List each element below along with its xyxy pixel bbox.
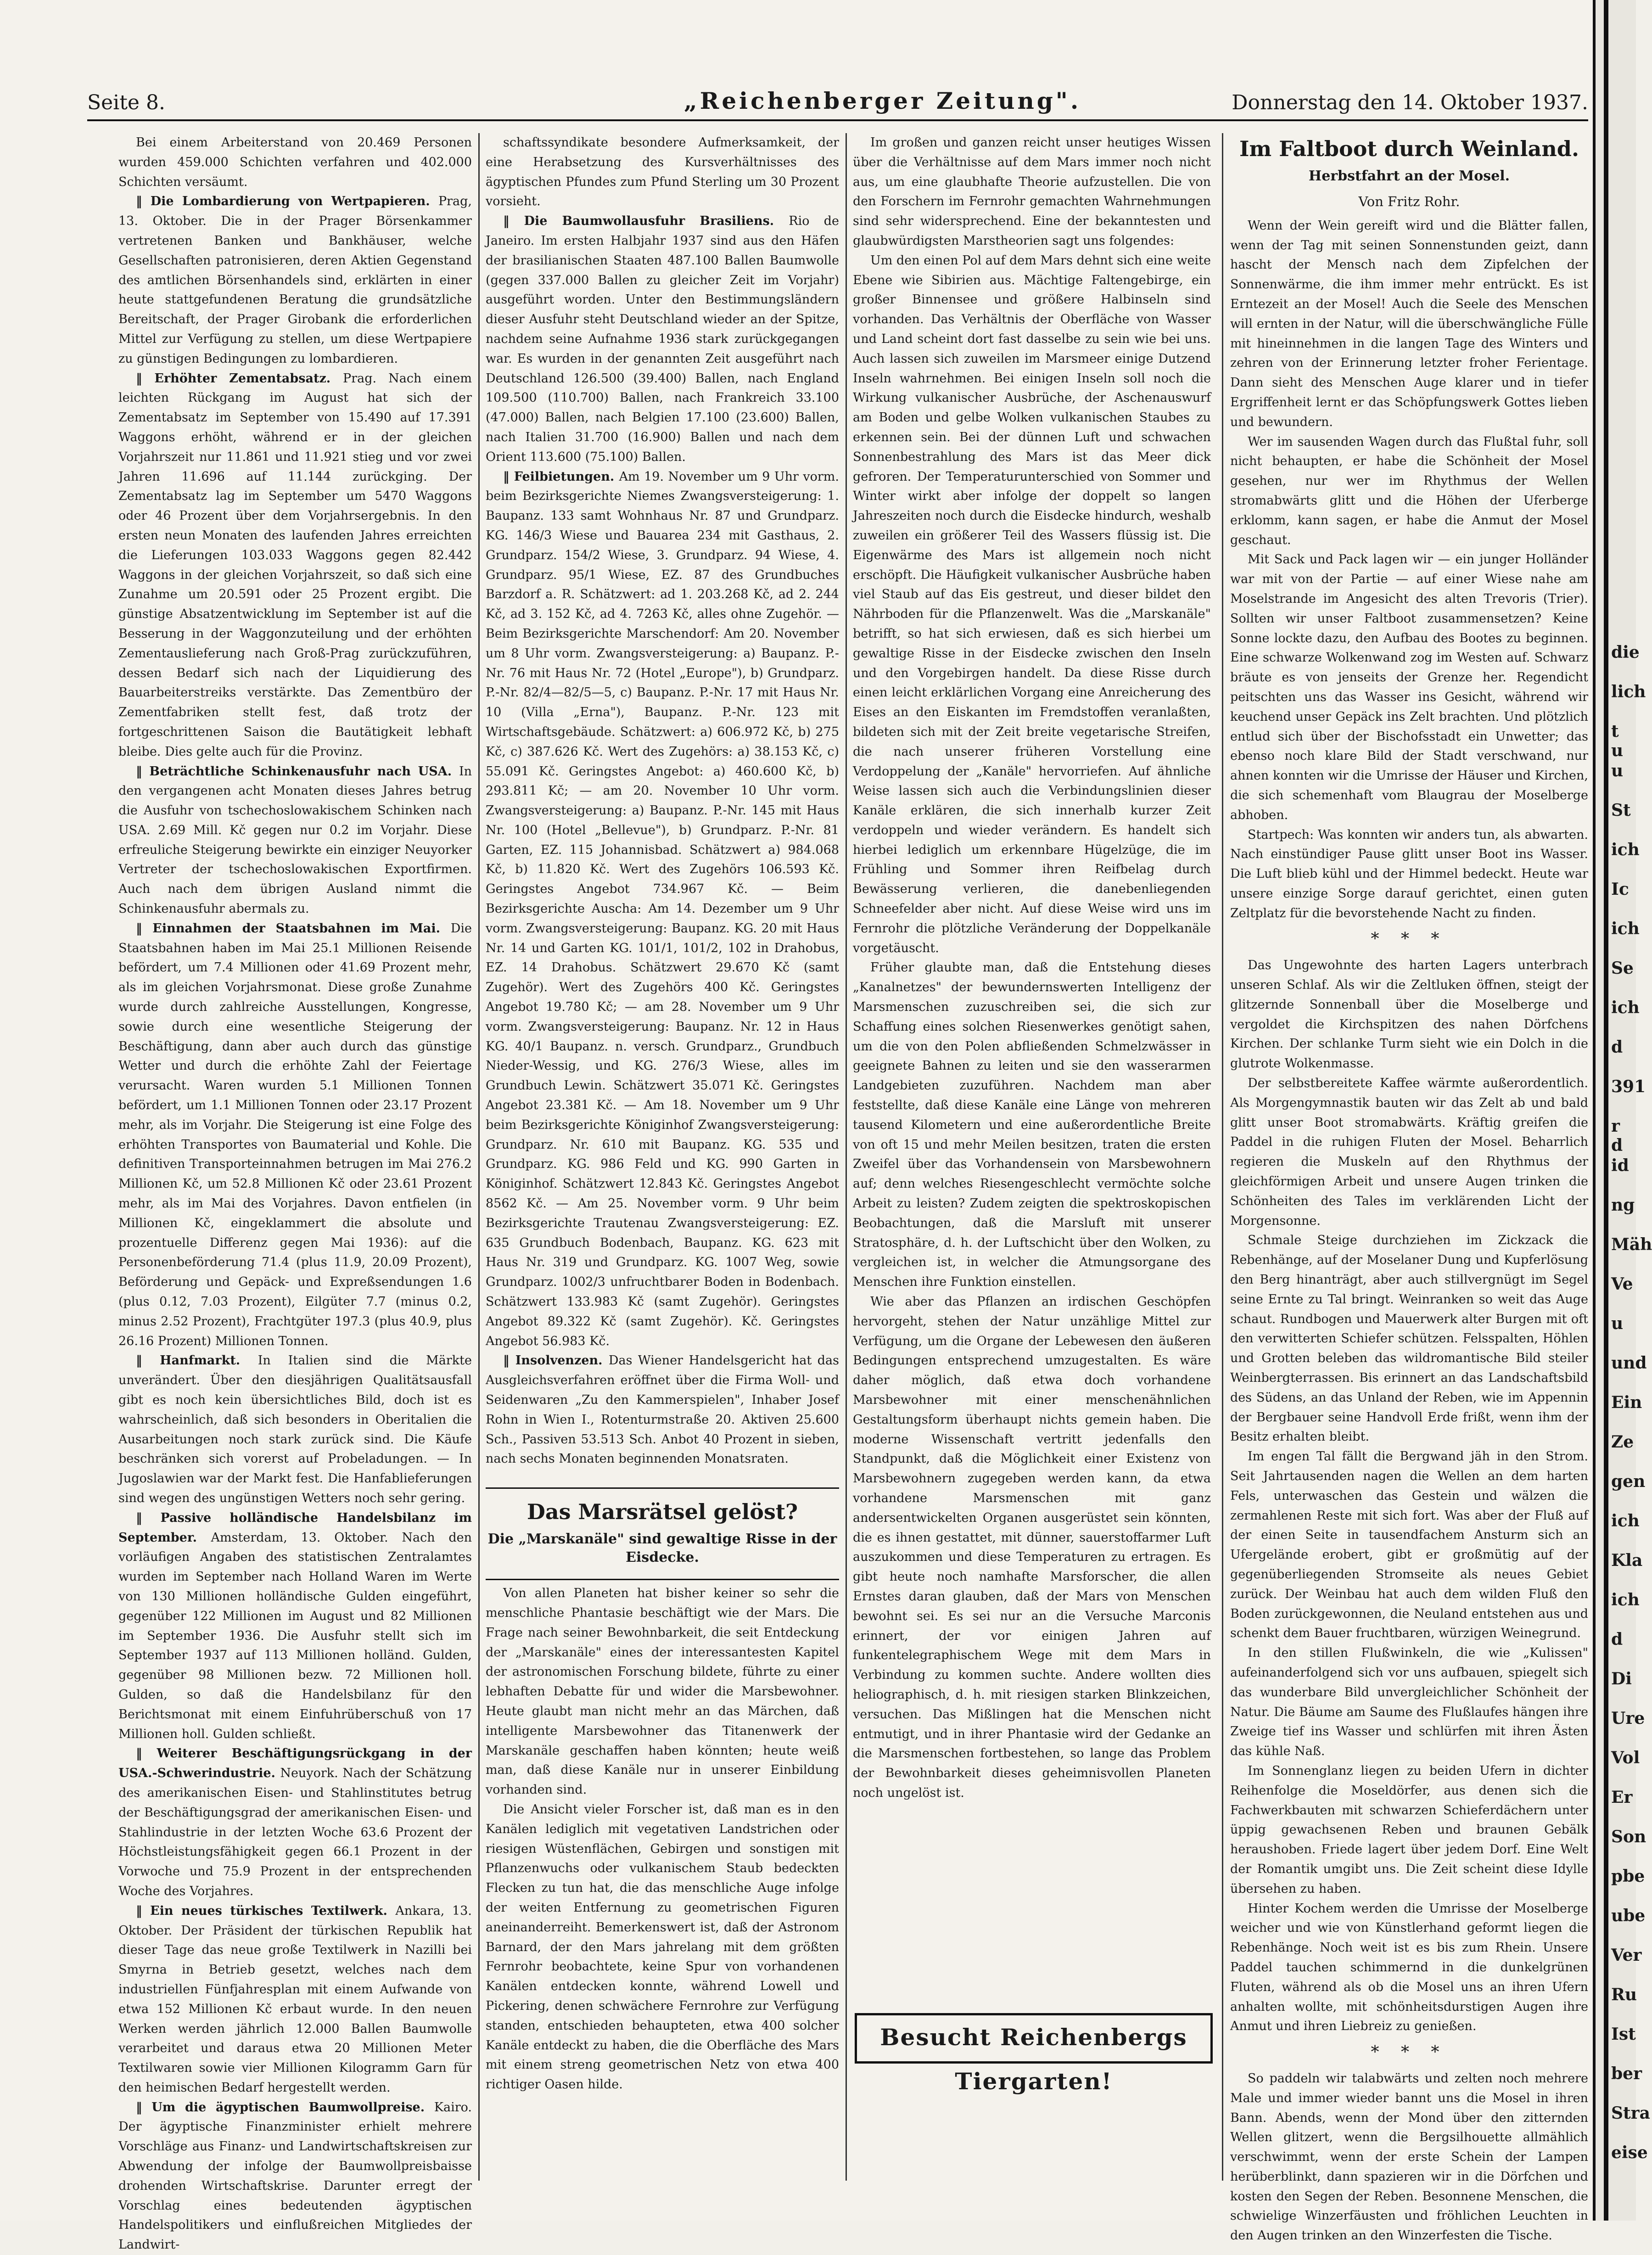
news-item <box>118 1351 472 1508</box>
economy-column-2 <box>486 133 839 2208</box>
news-item <box>118 762 472 919</box>
news-item <box>118 1509 472 1745</box>
adjacent-page-fragment: ich <box>1611 840 1640 859</box>
adjacent-page-fragment: und <box>1611 1353 1647 1373</box>
news-item <box>486 1351 839 1469</box>
adjacent-page-fragment: Ic <box>1611 880 1629 899</box>
news-item-text: Prag. Nach einem leichten Rückgang im August hat sich der Zementabsatz im September von 15.490 auf 17.391 Waggons erhöht, während er in der gleichen Vorjahrszeit nur 11.861 und 11.921 stieg und vor zwei Jahren 11.696 auf 11.144 zurückging. Der Zementabsatz lag im September um 5470 Waggons oder 46 Prozent über dem Vorjahrsergebnis. In den ersten neun Monaten des laufenden Jahres erreichten die Lieferungen 103.033 Waggons gegen 82.442 Waggons in der gleichen Vorjahrszeit, so daß sich eine Zunahme um 20.591 oder 25 Prozent ergibt. Die günstige Absatzentwicklung im September ist auf die Besserung in der Waggonzuteilung und der erhöhten Zementauslieferung nach Groß-Prag zurückzuführen, dessen Bedarf sich nach der Liquidierung des Bauarbeiterstreiks verstärkte. Das Zementbüro der Zementfabriken stellt fest, daß trotz der fortgeschrittenen Saison die Bautätigkeit lebhaft bleibe. Dies gelte auch für die Provinz. <box>118 371 472 759</box>
mars-paragraph: Um den einen Pol auf dem Mars dehnt sich eine weite Ebene wie Sibirien aus. Mächtige Faltengebirge, ein großer Binnensee und größere Halbinseln sind vorhanden. Das Verhältnis der Oberfläche von Wasser und Land scheint dort fast dasselbe zu sein wie bei uns. Auch lassen sich zuweilen im Marsmeer einige Dutzend Inseln wahrnehmen. Bei einigen Inseln soll noch die Wirkung vulkanischer Ausbrüche, der Aschenauswurf am Boden und gelbe Wolken vulkanischen Staubes zu erkennen sein. Bei der dünnen Luft und schwachen Sonnenbestrahlung des Mars ist das Meer dick gefroren. Der Temperaturunterschied von Sommer und Winter wirkt aber infolge der doppelt so langen Jahreszeiten noch durch die Eisdecke hindurch, weshalb zuweilen ein größerer Teil des Wassers flüssig ist. Die Eigenwärme des Mars ist allgemein noch nicht erschöpft. Die Häufigkeit vulkanischer Ausbrüche haben viel Staub auf das Eis gestreut, und dieser bildet den Nährboden für die Pflanzenwelt. Was die „Marskanäle" betrifft, so hat sich erwiesen, daß es sich hierbei um gewaltige Risse in der Eisdecke zwischen den Inseln und den Vorgebirgen handelt. Da diese Risse durch einen leicht erklärlichen Vorgang eine Anreicherung des Eises an den Eiskanten im Fremdstoffen veranlaßten, bildeten sich mit der Zeit breite vegetarische Streifen, die nach unserer früheren Vorstellung eine Verdoppelung der „Kanäle" hervorriefen. Auf ähnliche Weise lassen sich auch die Verbindungslinien dieser Kanäle erklären, die sich innerhalb kurzer Zeit verdoppeln und wieder verändern. Es handelt sich hierbei lediglich um erkennbare Hügelzüge, die im Frühling und Sommer ihren Reifbelag durch Bewässerung verlieren, die danebenliegenden Schneefelder aber nicht. Auf diese Weise wird uns im Fernrohr die plötzliche Veränderung der Doppelkanäle vorgetäuscht. <box>853 253 1211 955</box>
news-item-heading: ‖ Erhöhter Zementabsatz. <box>136 371 343 386</box>
section-divider-stars: * * * <box>1371 930 1448 949</box>
news-item <box>486 133 839 212</box>
faltboot-byline: Von Fritz Rohr. <box>1358 194 1460 209</box>
news-item-heading: ‖ Um die ägyptischen Baumwollpreise. <box>136 2100 434 2115</box>
adjacent-page-fragment: d <box>1611 1038 1623 1057</box>
adjacent-page-fragment: Ve <box>1611 1274 1633 1294</box>
newspaper-name: „Reichenberger Zeitung". <box>684 87 1081 114</box>
page-fold-bar <box>1604 0 1608 2221</box>
news-item <box>118 1902 472 2098</box>
page-header <box>87 87 1588 121</box>
news-item-text: Prag, 13. Oktober. Die in der Prager Börsenkammer vertretenen Banken und Bankhäuser, welche Gesellschaften patronisieren, deren Aktien Gegenstand des amtlichen Börsenhandels sind, erklärten in einer heute stattgefundenen Beratung die grundsätzliche Bereitschaft, der Prager Girobank die erforderlichen Mittel zur Verfügung zu stellen, um diese Wertpapiere zu günstigen Bedingungen zu lombardieren. <box>118 194 472 366</box>
mars-article-continued <box>853 133 1211 2208</box>
faltboot-paragraph: Wenn der Wein gereift wird und die Blätter fallen, wenn der Tag mit seinen Sonnenstunden geizt, dann hascht der Mensch nach dem Zipfelchen der Sonnenwärme, die ihm immer mehr entrückt. Es ist Erntezeit an der Mosel! Auch die Seele des Menschen will ernten in der Natur, will die überschwängliche Fülle mit hineinnehmen in die langen Tage des Winters und zehren von der Erinnerung letzter froher Ferientage. Dann sieht des Menschen Auge klarer und in tiefer Ergriffenheit lernt er das Schöpfungswerk Gottes lieben und bewundern. <box>1230 218 1588 429</box>
mars-article-subtitle: Die „Marskanäle" sind gewaltige Risse in der Eisdecke. <box>487 1531 837 1566</box>
mars-article-title: Das Marsrätsel gelöst? <box>526 1499 798 1525</box>
news-item <box>118 133 472 192</box>
mars-paragraph: Früher glaubte man, daß die Entstehung dieses „Kanalnetzes" der bewundernswerten Intelligenz der Marsmenschen zuzuschreiben sei, die sich zur Schaffung eines solchen Riesenwerkes genötigt sahen, um die von den Polen abfließenden Schmelzwässer in geeignete Bahnen zu leiten und sie den wasserarmen Landgebieten zuzuführen. Nachdem man aber feststellte, daß diese Kanäle eine Länge von mehreren tausend Kilometern und eine außerordentliche Breite von oft 15 und mehr Meilen besitzen, traten die ersten Zweifel über das Vorhandensein von Marsbewohnern auf; denn welches Riesengeschlecht vermöchte solche Arbeit zu leisten? Zudem zeigten die spektroskopischen Beobachtungen, daß die Marsluft mit unserer Stratosphäre, d. h. der Luftschicht über den Wolken, zu vergleichen ist, in welcher die Atmungsorgane des Menschen ihre Funktion einstellen. <box>853 960 1211 1290</box>
adjacent-page-fragment: ube <box>1611 1906 1646 1925</box>
adjacent-page-fragment: ng <box>1611 1195 1635 1215</box>
news-item <box>486 212 839 467</box>
adjacent-page-fragment: Stra <box>1611 2104 1650 2123</box>
adjacent-page-edge <box>1593 0 1652 2221</box>
news-item-heading: ‖ Hanfmarkt. <box>136 1353 258 1368</box>
adjacent-page-fragment: Ist <box>1611 2025 1636 2044</box>
adjacent-page-fragment: Ze <box>1611 1432 1634 1452</box>
adjacent-page-fragment: ich <box>1611 1511 1640 1531</box>
economy-column-1 <box>118 133 472 2252</box>
faltboot-paragraph: Mit Sack und Pack lagen wir — ein junger Holländer war mit von der Partie — auf einer Wiese nahe am Moselstrande im Angesicht des alten Trevoris (Trier). Sollten wir unser Faltboot zusammensetzen? Keine Sonne lockte dazu, den Aufbau des Bootes zu beginnen. Eine schwarze Wolkenwand zog im Westen auf. Schwarz bräute es von jenseits der Grenze her. Regendicht peitschten uns das Wasser ins Gesicht, während wir keuchend unser Gepäck ins Zelt brachten. Und plötzlich entlud sich über der Bischofsstadt ein Unwetter; das ebenso noch klare Bild der Stadt verschwand, nur ahnen konnten wir die Umrisse der Häuser und Kirchen, die sich schemenhaft vom Blaugrau der Moselberge abhoben. <box>1230 552 1588 822</box>
news-item-text: Bei einem Arbeiterstand von 20.469 Personen wurden 459.000 Schichten verfahren und 402.000 Schichten versäumt. <box>118 135 472 189</box>
news-item-text: Ankara, 13. Oktober. Der Präsident der türkischen Republik hat dieser Tage das neue große Textilwerk in Nazilli bei Smyrna in Betrieb gesetzt, welches nach dem industriellen Fünfjahresplan mit einem Aufwande von etwa 152 Millionen Kč erbaut wurde. In den neuen Werken werden jährlich 12.000 Ballen Baumwolle verarbeitet und daraus etwa 20 Millionen Meter Textilwaren sowie vier Millionen Kilogramm Garn für den heimischen Bedarf hergestellt werden. <box>118 1903 472 2095</box>
adjacent-page-fragment: die <box>1611 643 1640 662</box>
news-item <box>118 919 472 1352</box>
adjacent-page-fragment: ich <box>1611 919 1640 938</box>
adjacent-page-fragment: Mäh <box>1611 1235 1652 1254</box>
column-rule <box>478 133 480 2181</box>
adjacent-page-fragment: eise <box>1611 2143 1648 2162</box>
zoo-advertisement: Besucht Reichenbergs Tiergarten! <box>855 2013 1213 2064</box>
mars-paragraph: Die Ansicht vieler Forscher ist, daß man es in den Kanälen lediglich mit vegetativen Landstrichen oder riesigen Wüstenflächen, Gebirgen und sonstigen mit Pflanzenwuchs oder vulkanischem Staub bedeckten Flecken zu tun hat, die das menschliche Auge infolge der weiten Entfernung zu geometrischen Figuren aneinanderreiht. Bemerkenswert ist, daß der Astronom Barnard, der den Mars jahrelang mit dem größten Fernrohr beobachtete, keine Spur von vorhandenen Kanälen entdecken konnte, während Lowell und Pickering, denen schwächere Fernrohre zur Verfügung standen, entschieden behaupteten, etwa 400 solcher Kanäle entdeckt zu haben, die die Oberfläche des Mars mit einem streng geometrischen Netz von etwa 400 richtiger Oasen hilde. <box>486 1802 839 2092</box>
adjacent-page-fragment: r d <box>1611 1116 1623 1155</box>
mars-paragraph: Im großen und ganzen reicht unser heutiges Wissen über die Verhältnisse auf dem Mars immer noch nicht aus, um eine glaubhafte Theorie aufzustellen. Die von den Forschern im Fernrohr gemachten Wahrnehmungen sind sehr widersprechend. Eine der bekanntesten und glaubwürdigsten Marstheorien sagt uns folgendes: <box>853 135 1211 248</box>
news-item-heading: ‖ Beträchtliche Schinkenausfuhr nach USA. <box>136 764 459 779</box>
faltboot-article <box>1230 133 1588 2243</box>
news-item <box>118 1744 472 1901</box>
news-item-text: Neuyork. Nach der Schätzung des amerikanischen Eisen- und Stahlinstitutes betrug der Beschäftigungsgrad der amerikanischen Eisen- und Stahlindustrie in der letzten Woche 63.6 Prozent der Höchstleistungsfähigkeit gegen 66.1 Prozent in der Vorwoche und 75.9 Prozent in der entsprechenden Woche des Vorjahres. <box>118 1766 472 1898</box>
faltboot-paragraph: Startpech: Was konnten wir anders tun, als abwarten. Nach einstündiger Pause glitt unser Boot ins Wasser. Die Luft blieb kühl und der Himmel bedeckt. Heute war unsere einzige Sorge darauf gerichtet, einen guten Zeltplatz für die bevorstehende Nacht zu finden. <box>1230 827 1588 920</box>
news-item-text: Rio de Janeiro. Im ersten Halbjahr 1937 sind aus den Häfen der brasilianischen Staaten 487.100 Ballen Baumwolle (gegen 337.000 Ballen zu gleicher Zeit im Vorjahr) ausgeführt worden. Unter den Bestimmungsländern dieser Ausfuhr steht Deutschland wieder an der Spitze, nachdem seine Aufnahme 1936 stark zurückgegangen war. Es wurden in der genannten Zeit ausgeführt nach Deutschland 126.500 (39.400) Ballen, nach England 109.500 (110.700) Ballen, nach Frankreich 33.100 (47.000) Ballen, nach Belgien 17.100 (23.600) Ballen, nach Italien 31.700 (16.900) Ballen und nach dem Orient 113.600 (75.100) Ballen. <box>486 214 839 464</box>
news-item-heading: ‖ Die Lombardierung von Wertpapieren. <box>136 194 438 209</box>
column-rule <box>1222 133 1223 2181</box>
news-item-heading: ‖ Einnahmen der Staatsbahnen im Mai. <box>136 921 451 936</box>
adjacent-page-fragment: lich <box>1611 682 1646 701</box>
adjacent-page-fragment: id <box>1611 1156 1629 1175</box>
news-item-heading: ‖ Ein neues türkisches Textilwerk. <box>136 1903 396 1918</box>
adjacent-page-fragment: Kla <box>1611 1551 1643 1570</box>
column-rule <box>846 133 847 2181</box>
news-item-heading: ‖ Feilbietungen. <box>503 469 619 484</box>
adjacent-page-fragment: pbe <box>1611 1867 1645 1886</box>
adjacent-page-fragment: St <box>1611 801 1631 820</box>
adjacent-page-fragment: ich <box>1611 1590 1640 1610</box>
news-item-heading: ‖ Passive holländische Handelsbilanz im September. <box>118 1510 472 1545</box>
faltboot-paragraph: So paddeln wir talabwärts und zelten noch mehrere Male und immer wieder bannt uns die Mosel in ihren Bann. Abends, wenn der Mond über den zitternden Wellen glitzert, wenn die Bergsilhouette allmählich verschwimmt, wenn der erste Schein der Lampen herüberblinkt, dann spazieren wir in die Dörfchen und kosten den Segen der Reben. Besonnene Menschen, die schwielige Winzerfäusten und fröhlichen Leuchten in den Augen trinken an den Winzerfesten die Tische. <box>1230 2071 1588 2243</box>
adjacent-page-fragment: Ru <box>1611 1985 1637 2004</box>
adjacent-page-fragment: Di <box>1611 1669 1632 1688</box>
adjacent-page-fragment: Ver <box>1611 1946 1642 1965</box>
mars-article-header <box>486 1487 839 1580</box>
adjacent-page-fragment: Er <box>1611 1788 1633 1807</box>
adjacent-page-fragment: Vol <box>1611 1748 1640 1767</box>
adjacent-page-fragment: Ein <box>1611 1393 1642 1412</box>
news-item-text: In den vergangenen acht Monaten dieses Jahres betrug die Ausfuhr von tschechoslowakischem Schinken nach USA. 2.69 Mill. Kč gegen nur 0.2 im Vorjahr. Diese erfreuliche Steigerung bewirkte ein einziger Neuyorker Vertreter der tschechoslowakischen Exportfirmen. Auch nach dem übrigen Ausland nimmt die Schinkenausfuhr abermals zu. <box>118 764 472 916</box>
news-item <box>118 369 472 762</box>
news-item-text: Amsterdam, 13. Oktober. Nach den vorläufigen Angaben des statistischen Zentralamtes wurden im September nach Holland Waren im Werte von 130 Millionen holländische Gulden eingeführt, gegenüber 122 Millionen im August und 82 Millionen im September 1936. Die Ausfuhr stellt sich im September 1937 auf 113 Millionen holländ. Gulden, gegenüber 98 Millionen bezw. 72 Millionen holl. Gulden, so daß die Handelsbilanz für den Berichtsmonat mit einem Einfuhrüberschuß von 17 Millionen holl. Gulden schließt. <box>118 1530 472 1741</box>
news-item-text: Kairo. Der ägyptische Finanzminister erhielt mehrere Vorschläge aus Finanz- und Landwirtschaftskreisen zur Abwendung der infolge der Baumwollpreisbaisse drohenden Wirtschaftskrise. Darunter erregt der Vorschlag eines bedeutenden ägyptischen Handelspolitikers und einflußreichen Mitgliedes der Landwirt- <box>118 2100 472 2252</box>
adjacent-page-fragment: t u <box>1611 722 1624 760</box>
faltboot-paragraph: Das Ungewohnte des harten Lagers unterbrach unseren Schlaf. Als wir die Zeltluken öffnen, steigt der glitzernde Sonnenball über die Moselberge und vergoldet die Kirchspitzen des nahen Dörfchens Kirchen. Der schlanke Turm sieht wie ein Dolch in die glutrote Wolkenmasse. <box>1230 958 1588 1071</box>
news-item <box>118 192 472 369</box>
news-item-text: In Italien sind die Märkte unverändert. Über den diesjährigen Qualitätsausfall gibt es noch kein übersichtliches Bild, doch ist es wahrscheinlich, daß sich besonders in Oberitalien die Ausarbeitungen noch stark zurück sind. Die Käufe beschränken sich vorerst auf Probeladungen. — In Jugoslawien war der Markt fest. Die Hanfablieferungen sind wegen des ungünstigen Wetters noch sehr gering. <box>118 1353 472 1505</box>
mars-paragraph: Von allen Planeten hat bisher keiner so sehr die menschliche Phantasie beschäftigt wie der Mars. Die Frage nach seiner Bewohnbarkeit, die seit Entdeckung der „Marskanäle" eines der interessantesten Kapitel der astronomischen Forschung bildete, führte zu einer lebhaften Debatte für und wider die Marsbewohner. Heute glaubt man nicht mehr an das Märchen, daß intelligente Marsbewohner das Titanenwerk der Marskanäle geschaffen haben könnten; heute weiß man, daß diese Kanäle nur in unserer Einbildung vorhanden sind. <box>486 1586 839 1797</box>
faltboot-paragraph: In den stillen Flußwinkeln, die wie „Kulissen" aufeinanderfolgend sich vor uns aufbauen, spiegelt sich das wunderbare Bild unvergleichlicher Schönheit der Natur. Die Bäume am Saume des Flußlaufes hängen ihre Zweige tief ins Wasser und schlürfen mit ihren Ästen das kühle Naß. <box>1230 1646 1588 1759</box>
news-item-heading: ‖ Insolvenzen. <box>503 1353 609 1368</box>
faltboot-paragraph: Schmale Steige durchziehen im Zickzack die Rebenhänge, auf der Moselaner Dung und Kupferlösung den Berg hinanträgt, aber auch stillvergnügt im Segel seine Ernte zu Tal bringt. Weinranken so weit das Auge schaut. Rundbogen und Mauerwerk alter Burgen mit oft den verwitterten Schiefer schützen. Felsspalten, Höhlen und Grotten beleben das wildromantische Bild steiler Weinbergterrassen. Bis erinnert an das Landschaftsbild des Südens, an das Unland der Reben, wie im Appennin der Bergbauer seine Handvoll Erde frißt, wenn ihm der Besitz erhalten bleibt. <box>1230 1233 1588 1444</box>
adjacent-page-fragment: u <box>1611 761 1624 780</box>
news-item-heading: ‖ Weiterer Beschäftigungsrückgang in der USA.-Schwerindustrie. <box>118 1746 472 1781</box>
adjacent-page-fragment: 391 <box>1611 1077 1646 1096</box>
adjacent-page-fragment: Se <box>1611 959 1634 978</box>
news-item-text: Das Wiener Handelsgericht hat das Ausgleichsverfahren eröffnet über die Firma Woll- und Seidenwaren „Zu den Kammerspielen", Inhaber Josef Rohn in Wien I., Rotenturmstraße 20. Aktiven 25.600 Sch., Passiven 53.513 Sch. Anbot 40 Prozent in sieben, nach sechs Monaten beginnenden Monatsraten. <box>486 1353 839 1466</box>
issue-date: Donnerstag den 14. Oktober 1937. <box>1232 91 1588 114</box>
faltboot-subtitle: Herbstfahrt an der Mosel. <box>1308 168 1510 184</box>
mars-paragraph: Wie aber das Pflanzen an irdischen Geschöpfen hervorgeht, stehen der Natur unzählige Mittel zur Verfügung, um die Organe der Lebewesen den äußeren Bedingungen entsprechend umzugestalten. Es wäre daher möglich, daß etwa doch vorhandene Marsbewohner mit einer menschenähnlichen Gestaltungsform überhaupt nichts gemein haben. Die moderne Wissenschaft vertritt jedenfalls den Standpunkt, daß die Möglichkeit einer Existenz von Marsbewohnern zugegeben werden kann, da etwa vorhandene Marsmenschen mit ganz andersentwickelten Organen ausgerüstet sein könnten, die es ihnen gestattet, mit dünner, sauerstoffarmer Luft auszukommen und diese Temperaturen zu ertragen. Es gibt heute noch namhafte Marsforscher, die allen Ernstes daran glauben, daß der Mars von Menschen bewohnt sei. Es sei nur an die Versuche Marconis erinnert, der vor einigen Jahren auf funkentelegraphischem Wege mit dem Mars in Verbindung zu kommen suchte. Andere wollten dies heliographisch, d. h. mit riesigen starken Blinkzeichen, versuchen. Das Mißlingen hat die Menschen nicht entmutigt, und in ihrer Phantasie wird der Gedanke an die Marsmenschen fortbestehen, so lange das Problem der Bewohnbarkeit dieses geheimnisvollen Planeten noch ungelöst ist. <box>853 1295 1211 1800</box>
faltboot-paragraph: Der selbstbereitete Kaffee wärmte außerordentlich. Als Morgengymnastik bauten wir das Zelt ab und bald glitt unser Boot stromabwärts. Kräftig greifen die Paddel in die ruhigen Fluten der Mosel. Beharrlich regieren die Muskeln auf den Rhythmus der gleichförmigen Arbeit und unsere Augen trinken die Schönheiten des Tales im verklärenden Licht der Morgensonne. <box>1230 1076 1588 1228</box>
faltboot-paragraph: Wer im sausenden Wagen durch das Flußtal fuhr, soll nicht behaupten, er habe die Schönheit der Mosel gesehen, nur wer im Rhythmus der Wellen stromabwärts glitt und die Höhen der Uferberge erklomm, kann sagen, er habe die Anmut der Mosel geschaut. <box>1230 434 1588 547</box>
news-item <box>486 467 839 1352</box>
adjacent-page-fragment: Ure <box>1611 1709 1645 1728</box>
page-number: Seite 8. <box>87 91 165 114</box>
adjacent-page-fragment: u <box>1611 1314 1624 1333</box>
news-item-heading: ‖ Die Baumwollausfuhr Brasiliens. <box>503 214 789 229</box>
news-item-text: Am 19. November um 9 Uhr vorm. beim Bezirksgerichte Niemes Zwangsversteigerung: 1. Baupanz. 133 samt Wohnhaus Nr. 87 und Grundparz. KG. 146/3 Wiese und Bauarea 234 mit Gasthaus, 2. Grundparz. 154/2 Wiese, 3. Grundparz. 94 Wiese, 4. Grundparz. 95/1 Wiese, EZ. 87 des Grundbuches Barzdorf a. R. Schätzwert: ad 1. 203.268 Kč, ad 2. 244 Kč, ad 3. 152 Kč, ad 4. 7263 Kč, alles ohne Zugehör. — Beim Bezirksgerichte Marschendorf: Am 20. November um 8 Uhr vorm. Zwangsversteigerung: a) Baupanz. P.-Nr. 76 mit Haus Nr. 72 (Hotel „Europe"), b) Grundparz. P.-Nr. 82/4—82/5—5, c) Baupanz. P.-Nr. 17 mit Haus Nr. 10 (Villa „Erna"), Baupanz. P.-Nr. 123 mit Wirtschaftsgebäude. Schätzwert: a) 606.972 Kč, b) 275 Kč, c) 387.626 Kč. Wert des Zugehörs: a) 38.153 Kč, c) 55.091 Kč. Geringstes Angebot: a) 460.600 Kč, b) 293.811 Kč; — am 20. November 10 Uhr vorm. Zwangsversteigerung: a) Baupanz. P.-Nr. 145 mit Haus Nr. 100 (Hotel „Bellevue"), b) Grundparz. P.-Nr. 81 Garten, EZ. 115 Johannisbad. Schätzwert a) 984.068 Kč, b) 11.820 Kč. Wert des Zugehörs 106.593 Kč. Geringstes Angebot 734.967 Kč. — Beim Bezirksgerichte Auscha: Am 14. Dezember um 9 Uhr vorm. Zwangsversteigerung: Baupanz. KG. 20 mit Haus Nr. 14 und Garten KG. 101/1, 101/2, 102 in Drahobus, EZ. 14 Drahobus. Schätzwert 29.670 Kč (samt Zugehör). Wert des Zugehörs 400 Kč. Geringstes Angebot 19.780 Kč; — am 28. November um 9 Uhr vorm. Zwangsversteigerung: Baupanz. Nr. 12 in Haus KG. 40/1 Baupanz. n. versch. Grundparz., Grundbuch Nieder-Wessig, und KG. 276/3 Wiese, alles im Grundbuch Lewin. Schätzwert 35.071 Kč. Geringstes Angebot 23.381 Kč. — Am 18. November um 9 Uhr beim Bezirksgerichte Königinhof Zwangsversteigerung: Grundparz. Nr. 610 mit Baupanz. KG. 535 und Grundparz. KG. 986 Feld und KG. 990 Garten in Königinhof. Schätzwert 12.843 Kč. Geringstes Angebot 8562 Kč. — Am 25. November vorm. 9 Uhr beim Bezirksgerichte Trautenau Zwangsversteigerung: EZ. 635 Grundbuch Bodenbach, Baupanz. KG. 623 mit Haus Nr. 319 und Grundparz. KG. 1007 Weg, sowie Grundparz. 1002/3 unfruchtbarer Boden in Bodenbach. Schätzwert 133.983 Kč (samt Zugehör). Geringstes Angebot 89.322 Kč (samt Zugehör). Kč. Geringstes Angebot 56.983 Kč. <box>486 469 839 1348</box>
adjacent-page-fragment: Son <box>1611 1827 1646 1846</box>
adjacent-page-fragment: gen <box>1611 1472 1646 1491</box>
adjacent-page-fragment: ich <box>1611 998 1640 1017</box>
faltboot-paragraph: Im engen Tal fällt die Bergwand jäh in den Strom. Seit Jahrtausenden nagen die Wellen an dem harten Fels, unterwaschen das Gestein und wälzen die zermahlenen Reste mit sich fort. Was aber der Fluß auf der einen Seite in tausendfachem Ansturm sich an Ufergelände erobert, gibt er großmütig auf der gegenüberliegenden Stromseite als neues Gebiet zurück. Der Weinbau hat auch dem wilden Fluß den Boden zurückgewonnen, die Neuland entstehen aus und schenkt dem Bauer fruchtbaren, würzigen Weinegrund. <box>1230 1449 1588 1641</box>
faltboot-paragraph: Hinter Kochem werden die Umrisse der Moselberge weicher und wie von Künstlerhand geformt liegen die Rebenhänge. Noch weit ist es bis zum Rhein. Unsere Paddel tauchen schimmernd in die dunkelgrünen Fluten, während als ob die Mosel uns an ihren Ufern anhalten wollte, mit schönheitsdurstigen Augen ihre Anmut und ihren Liebreiz zu genießen. <box>1230 1901 1588 2034</box>
news-item-text: schaftssyndikate besondere Aufmerksamkeit, der eine Herabsetzung des Kursverhältnisses des ägyptischen Pfundes zum Pfund Sterling um 30 Prozent vorsieht. <box>486 135 839 209</box>
adjacent-page-fragment: d <box>1611 1630 1623 1649</box>
news-item <box>118 2098 472 2255</box>
faltboot-title: Im Faltboot durch Weinland. <box>1239 136 1579 161</box>
news-item-text: Die Staatsbahnen haben im Mai 25.1 Millionen Reisende befördert, um 7.4 Millionen oder 41.69 Prozent mehr, als im gleichen Vorjahrsmonat. Diese große Zunahme wurde durch zahlreiche Ausstellungen, Kongresse, sowie durch eine wesentliche Steigerung der Beschäftigung, dann aber auch durch das günstige Wetter und durch die erhöhte Zahl der Feiertage verursacht. Waren wurden 5.1 Millionen Tonnen befördert, um 1.1 Millionen Tonnen oder 23.17 Prozent mehr, als im Vorjahr. Die Steigerung ist eine Folge des erhöhten Transportes von Baumaterial und Kohle. Die definitiven Transporteinnahmen betrugen im Mai 276.2 Millionen Kč, um 52.8 Millionen Kč oder 23.61 Prozent mehr, als im Mai des Vorjahres. Davon entfielen (in Millionen Kč, eingeklammert die absolute und prozentuelle Differenz gegen Mai 1936): auf die Personenbeförderung 71.4 (plus 11.9, 20.09 Prozent), Beförderung und Gepäck- und Expreßsendungen 1.6 (plus 0.12, 7.03 Prozent), Eilgüter 7.7 (minus 0.2, minus 2.52 Prozent), Frachtgüter 197.3 (plus 40.9, plus 26.16 Prozent) Millionen Tonnen. <box>118 921 472 1348</box>
section-divider-stars: * * * <box>1371 2043 1448 2062</box>
adjacent-page-fragment: ber <box>1611 2064 1642 2083</box>
faltboot-paragraph: Im Sonnenglanz liegen zu beiden Ufern in dichter Reihenfolge die Moseldörfer, aus denen sich die Fachwerkbauten mit schwarzen Schieferdächern unter üppig gewachsenen Reben und braunen Gebälk heraushoben. Friede lagert über jedem Dorf. Eine Welt der Romantik umgibt uns. Die Zeit scheint diese Idylle übersehen zu haben. <box>1230 1763 1588 1896</box>
